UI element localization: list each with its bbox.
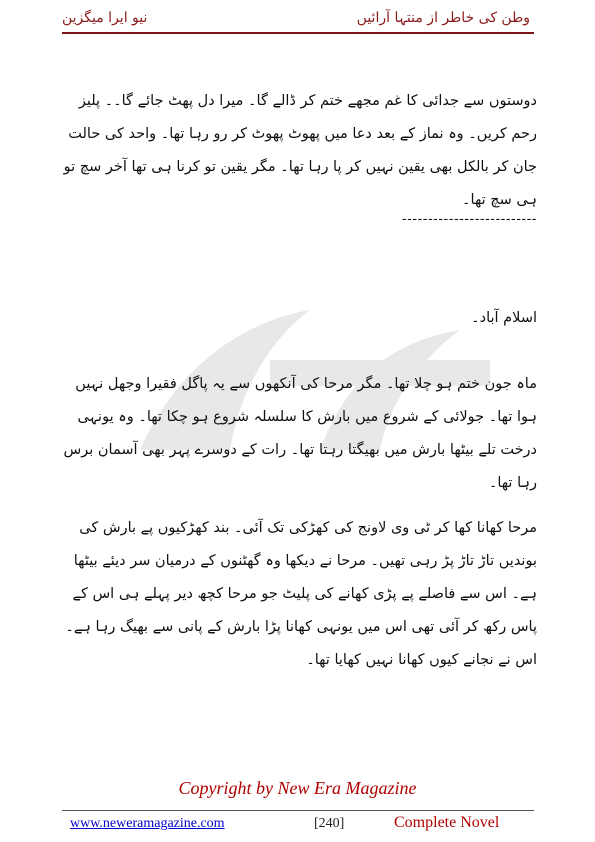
page-header (0, 8, 595, 34)
page-number: [240] (314, 816, 345, 831)
location-heading: اسلام آباد۔ (471, 310, 537, 326)
copyright-notice: Copyright by New Era Magazine (178, 778, 417, 798)
novel-label: Complete Novel (394, 814, 500, 831)
paragraph-3: مرحا کھانا کھا کر ٹی وی لاونج کی کھڑکی تک آئی۔ بند کھڑکیوں پے بارش کی بوندیں تاڑ تاڑ پڑ رہی تھیں۔ مرحا نے دیکھا وہ گھٹنوں کے درمیان سر دیئے بیٹھا ہے۔ اس سے فاصلے پے پڑی کھانے کی پلیٹ جو مرحا کچھ دیر پہلے ہی اس کے پاس رکھ کر آئی تھی اس میں یونہی کھانا پڑا بارش کے پانی سے بھیگ رہا ہے۔ اس نے نجانے کیوں کھانا نہیں کھایا تھا۔ (65, 520, 537, 668)
page-footer (0, 816, 595, 836)
website-link[interactable]: www.neweramagazine.com (70, 816, 225, 831)
magazine-title: نیو ایرا میگزین (62, 10, 148, 26)
header-divider (62, 32, 534, 34)
footer-divider (62, 810, 534, 811)
paragraph-2: ماہ جون ختم ہو چلا تھا۔ مگر مرحا کی آنکھوں سے یہ پاگل فقیرا وجھل نہیں ہوا تھا۔ جولائی کے شروع میں بارش کا سلسلہ شروع ہو چکا تھا۔ وہ یونہی درخت تلے بیٹھا بارش میں بھیگتا رہتا تھا۔ رات کے دوسرے پہر بھی آسمان برس رہا تھا۔ (63, 376, 537, 491)
section-divider: -------------------------- (402, 212, 537, 227)
paragraph-1: دوستوں سے جدائی کا غم مجھے ختم کر ڈالے گا۔ میرا دل پھٹ جائے گا۔۔ پلیز رحم کریں۔ وہ نماز کے بعد دعا میں پھوٹ پھوٹ کر رو رہا تھا۔ واحد کی حالت جان کر بالکل بھی یقین نہیں کر پا رہا تھا۔ مگر یقین تو کرنا ہی تھا آخر سچ تو ہی سچ تھا۔ (63, 93, 537, 208)
novel-title: وطن کی خاطر از منتہا آرائیں (356, 10, 530, 26)
